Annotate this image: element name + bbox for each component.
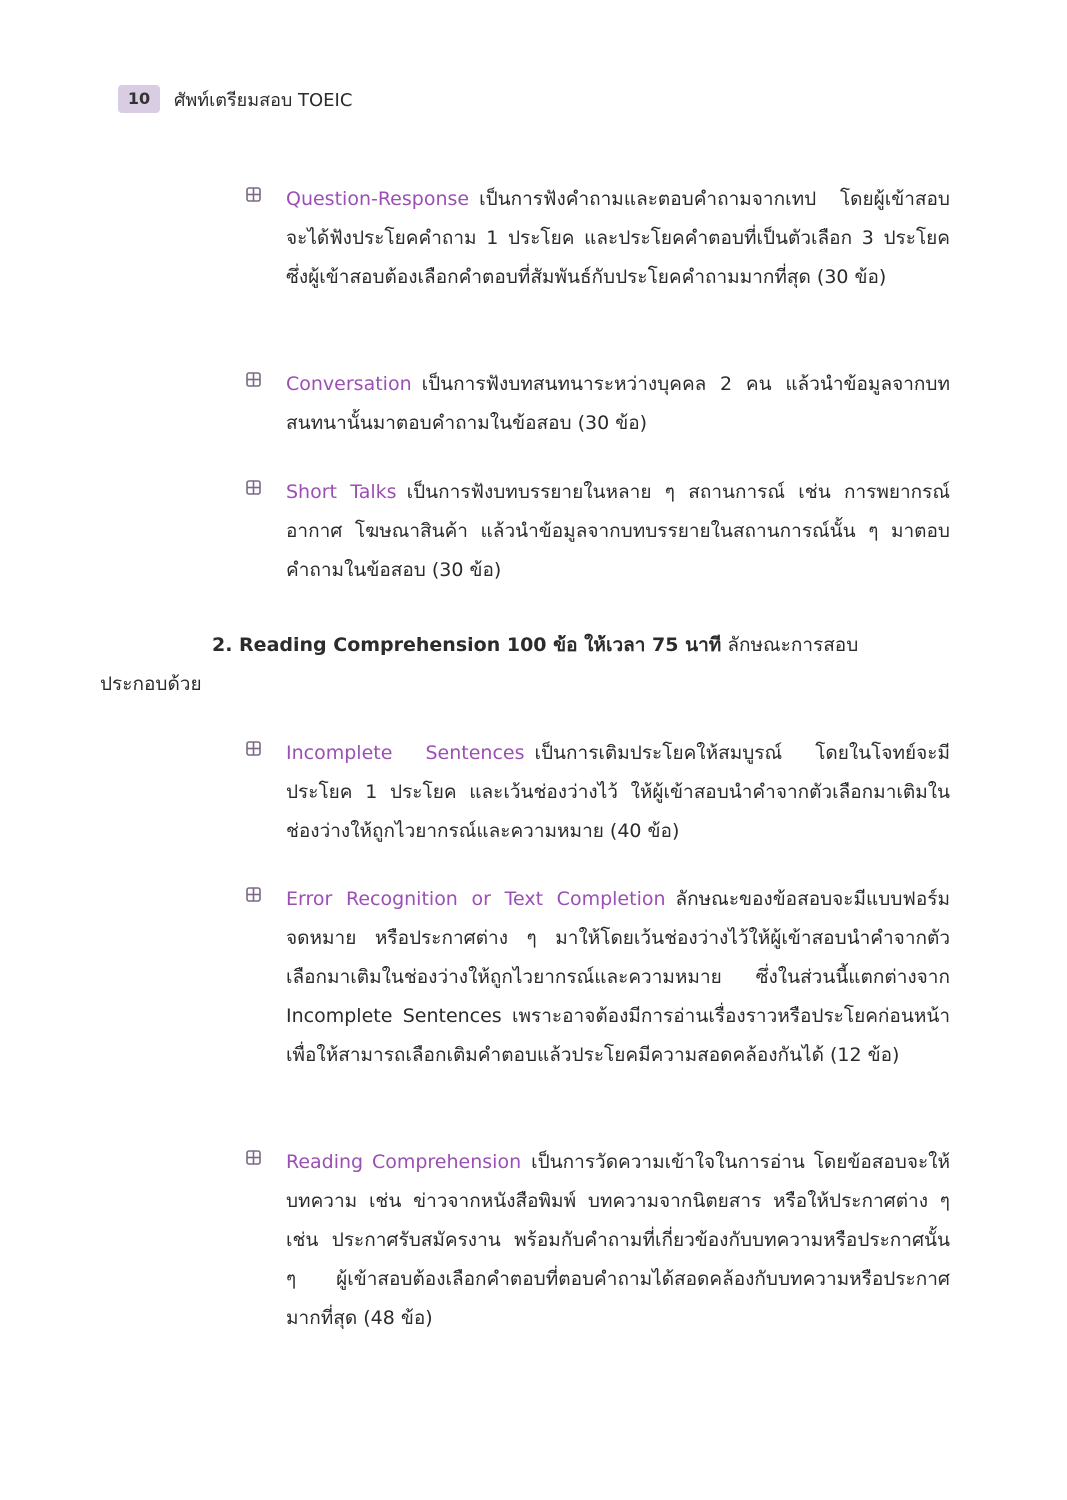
item-term: Incomplete Sentences — [286, 742, 525, 764]
section-heading-line1 — [100, 626, 950, 665]
boxed-plus-icon — [246, 187, 261, 202]
boxed-plus-icon — [246, 1150, 261, 1165]
item-text — [286, 1143, 950, 1338]
boxed-plus-icon — [246, 372, 261, 387]
item-term: Short Talks — [286, 481, 397, 503]
item-description: เป็นการวัดความเข้าใจในการอ่าน โดยข้อสอบจะให้บทความ เช่น ข่าวจากหนังสือพิมพ์ บทความจากนิตยสาร หรือให้ประกาศต่าง ๆ เช่น ประกาศรับสมัครงาน พร้อมกับคำถามที่เกี่ยวข้องกับบทความหรือประกาศนั้น ๆ ผู้เข้าสอบต้องเลือกคำตอบที่ตอบคำถามได้สอดคล้องกับบทความหรือประกาศมากที่สุด (48 ข้อ) — [286, 1151, 950, 1329]
page-header — [118, 84, 352, 114]
page-number: 10 — [118, 85, 160, 113]
item-text — [286, 473, 950, 590]
boxed-plus-icon — [246, 741, 261, 756]
list-item-reading-comprehension — [246, 1143, 950, 1338]
boxed-plus-icon — [246, 887, 261, 902]
item-description: เป็นการเติมประโยคให้สมบูรณ์ โดยในโจทย์จะมีประโยค 1 ประโยค และเว้นช่องว่างไว้ ให้ผู้เข้าสอบนำคำจากตัวเลือกมาเติมในช่องว่างให้ถูกไวยากรณ์และความหมาย (40 ข้อ) — [286, 742, 950, 842]
section-heading-rest: ลักษณะการสอบ — [727, 634, 859, 656]
list-item-short-talks — [246, 473, 950, 590]
item-term: Error Recognition or Text Completion — [286, 888, 666, 910]
item-term: Conversation — [286, 373, 412, 395]
item-text — [286, 734, 950, 851]
item-description: ลักษณะของข้อสอบจะมีแบบฟอร์ม จดหมาย หรือประกาศต่าง ๆ มาให้โดยเว้นช่องว่างไว้ให้ผู้เข้าสอบนำคำจากตัวเลือกมาเติมในช่องว่างให้ถูกไวยากรณ์และความหมาย ซึ่งในส่วนนี้แตกต่างจาก Incomplete Sentences เพราะอาจต้องมีการอ่านเรื่องราวหรือประโยคก่อนหน้า เพื่อให้สามารถเลือกเติมคำตอบแล้วประโยคมีความสอดคล้องกันได้ (12 ข้อ) — [286, 888, 950, 1066]
list-item-conversation — [246, 365, 950, 443]
section-heading — [100, 626, 950, 704]
item-description: เป็นการฟังบทบรรยายในหลาย ๆ สถานการณ์ เช่น การพยากรณ์อากาศ โฆษณาสินค้า แล้วนำข้อมูลจากบทบรรยายในสถานการณ์นั้น ๆ มาตอบคำถามในข้อสอบ (30 ข้อ) — [286, 481, 951, 581]
list-item-incomplete-sentences — [246, 734, 950, 851]
item-term: Question-Response — [286, 188, 470, 210]
item-text — [286, 880, 950, 1075]
item-term: Reading Comprehension — [286, 1151, 522, 1173]
section-heading-bold: 2. Reading Comprehension 100 ข้อ ให้เวลา 75 นาที — [212, 634, 722, 656]
item-text — [286, 365, 950, 443]
boxed-plus-icon — [246, 480, 261, 495]
item-text — [286, 180, 950, 297]
list-item-error-recognition — [246, 880, 950, 1075]
section-heading-line2: ประกอบด้วย — [100, 673, 202, 695]
list-item-question-response — [246, 180, 950, 297]
running-title: ศัพท์เตรียมสอบ TOEIC — [174, 89, 353, 111]
item-description: เป็นการฟังบทสนทนาระหว่างบุคคล 2 คน แล้วนำข้อมูลจากบทสนทนานั้นมาตอบคำถามในข้อสอบ (30 ข้อ) — [286, 373, 950, 434]
item-description: เป็นการฟังคำถามและตอบคำถามจากเทป โดยผู้เข้าสอบจะได้ฟังประโยคคำถาม 1 ประโยค และประโยคคำตอบที่เป็นตัวเลือก 3 ประโยค ซึ่งผู้เข้าสอบต้องเลือกคำตอบที่สัมพันธ์กับประโยคคำถามมากที่สุด (30 ข้อ) — [286, 188, 950, 288]
